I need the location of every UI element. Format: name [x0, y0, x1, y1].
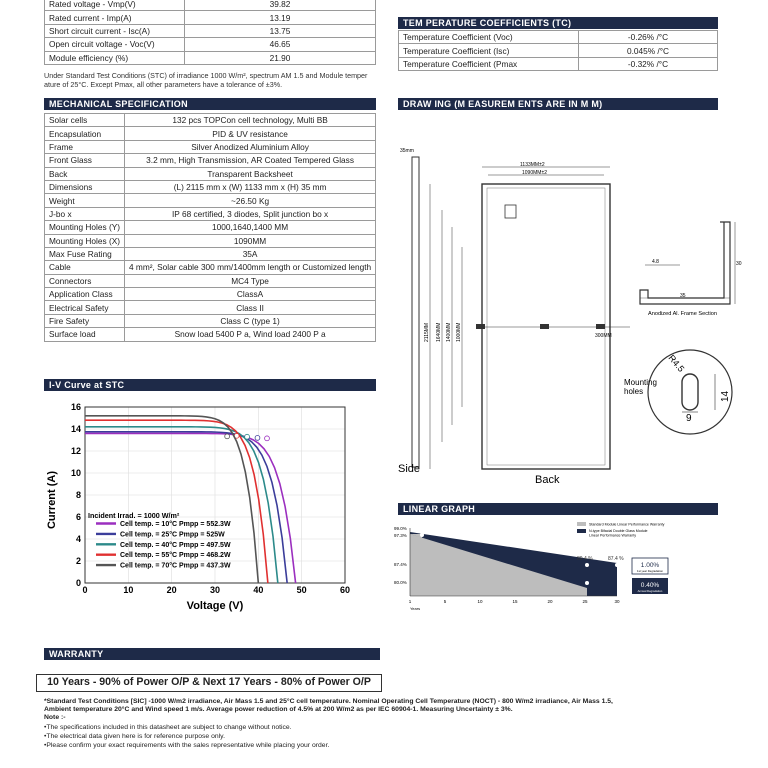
mech-value: (L) 2115 mm x (W) 1133 mm x (H) 35 mm: [125, 180, 376, 193]
lg-box-1-sub: 1st year Degradation: [637, 569, 663, 573]
mech-label: Front Glass: [45, 154, 125, 167]
mech-row: [45, 114, 376, 127]
lg-legend-1: Standard Module Linear Performance Warranty: [589, 522, 665, 527]
lg-y-990: 99.0%: [394, 526, 407, 531]
warranty-header: WARRANTY: [44, 648, 380, 660]
temp-row: [399, 44, 718, 57]
mech-label: Mounting Holes (X): [45, 234, 125, 247]
mech-row: [45, 247, 376, 260]
mech-row: [45, 140, 376, 153]
frame-48-label: 4.8: [652, 259, 659, 265]
temp-label: Temperature Coefficient (Pmax: [399, 57, 579, 70]
mech-label: Electrical Safety: [45, 301, 125, 314]
iv-y-tick: 8: [75, 490, 81, 500]
lg-x-tick: 5: [443, 599, 447, 604]
mech-row: [45, 207, 376, 220]
mech-label: Frame: [45, 140, 125, 153]
temp-row: [399, 57, 718, 70]
iv-y-tick: 0: [75, 578, 81, 588]
footer-line-4: •The specifications included in this datasheet are subject to change without notice.: [44, 724, 292, 731]
dim-1090-label: 1090MM±2: [522, 170, 547, 176]
drawing-header: DRAW ING (M EASUREM ENTS ARE IN M M): [398, 98, 718, 110]
hole-14-label: 14: [720, 390, 731, 402]
iv-legend-label: Cell temp. = 55°C Pmpp = 468.2W: [120, 552, 231, 560]
mech-row: [45, 167, 376, 180]
iv-legend-label: Cell temp. = 25°C Pmpp = 525W: [120, 531, 225, 539]
back-label: Back: [535, 474, 560, 486]
mech-value: ClassA: [125, 288, 376, 301]
footer-line-2: Ambient temperature 20°C and Wind speed 1 m/s. Average power reduction of 4.5% at 200 W/m2 as per IEC 60904-1. Measuring Uncertainty ± 3%.: [44, 706, 513, 713]
lg-x-tick: 25: [582, 599, 588, 604]
stc-note: Under Standard Test Conditions (STC) of irradiance 1000 W/m², spectrum AM 1.5 and Module temper ature of 25°C. Except Pmax, all other parameters have a tolerance of ±3%.: [44, 71, 368, 89]
mechanical-header: MECHANICAL SPECIFICATION: [44, 98, 376, 110]
dim-35-label: 35mm: [400, 148, 414, 154]
mech-value: Class C (type 1): [125, 314, 376, 327]
elec-value: 13.75: [185, 24, 376, 37]
elec-row: [45, 24, 376, 37]
mech-value: ~26.50 Kg: [125, 194, 376, 207]
iv-y-tick: 2: [75, 556, 81, 566]
linear-header: LINEAR GRAPH: [398, 503, 718, 515]
mech-label: Surface load: [45, 328, 125, 341]
mech-row: [45, 261, 376, 274]
dim-2115-label: 2115MM: [424, 322, 430, 342]
lg-x-tick: 1: [408, 599, 412, 604]
mech-label: Dimensions: [45, 180, 125, 193]
mech-value: Class II: [125, 301, 376, 314]
dim-1400-label: 1400MM: [446, 322, 452, 342]
mech-row: [45, 274, 376, 287]
iv-x-axis-label: Voltage (V): [186, 600, 244, 612]
mech-value: 1090MM: [125, 234, 376, 247]
elec-row: [45, 11, 376, 24]
mech-row: [45, 180, 376, 193]
mech-label: Connectors: [45, 274, 125, 287]
mech-value: Silver Anodized Aluminium Alloy: [125, 140, 376, 153]
mech-label: Application Class: [45, 288, 125, 301]
elec-value: 39.82: [185, 0, 376, 11]
iv-legend-label: Cell temp. = 40°C Pmpp = 497.5W: [120, 541, 231, 549]
lg-y-800: 80.0%: [394, 580, 407, 585]
mech-value: 1000,1640,1400 MM: [125, 221, 376, 234]
iv-x-tick: 0: [82, 585, 88, 595]
elec-label: Rated voltage - Vmp(V): [45, 0, 185, 11]
mech-label: Fire Safety: [45, 314, 125, 327]
mech-label: Max Fuse Rating: [45, 247, 125, 260]
lg-pt-894: 89.4 %: [577, 556, 593, 562]
iv-y-tick: 12: [70, 446, 81, 456]
mech-value: MC4 Type: [125, 274, 376, 287]
lg-y-874: 87.4%: [394, 562, 407, 567]
dim-1133-label: 1133MM±2: [520, 162, 545, 168]
temp-label: Temperature Coefficient (Isc): [399, 44, 579, 57]
frame-35-label: 35: [680, 293, 686, 299]
mech-label: Mounting Holes (Y): [45, 221, 125, 234]
iv-y-tick: 16: [70, 402, 81, 412]
iv-mpp-point: [265, 436, 270, 441]
iv-x-tick: 50: [296, 585, 307, 595]
footer-line-5: •The electrical data given here is for reference purpose only.: [44, 733, 225, 740]
iv-curve-chart: [40, 394, 380, 618]
mech-row: [45, 127, 376, 140]
elec-label: Short circuit current - Isc(A): [45, 24, 185, 37]
iv-x-tick: 10: [123, 585, 134, 595]
elec-row: [45, 51, 376, 64]
lg-x-tick: 30: [614, 599, 620, 604]
iv-mpp-point: [255, 436, 260, 441]
mech-row: [45, 221, 376, 234]
temp-row: [399, 31, 718, 44]
elec-value: 46.65: [185, 38, 376, 51]
lg-box-2: 0.40%: [640, 582, 660, 589]
dim-1000-label: 1000MM: [456, 322, 462, 342]
mech-value: Transparent Backsheet: [125, 167, 376, 180]
elec-label: Rated current - Imp(A): [45, 11, 185, 24]
lg-box-2-sub: Annual Degradation: [637, 589, 663, 593]
iv-header: I-V Curve at STC: [44, 379, 376, 391]
footer-line-6: •Please confirm your exact requirements with the sales representative while placing your order.: [44, 742, 330, 749]
mech-value: 132 pcs TOPCon cell technology, Multi BB: [125, 114, 376, 127]
frame-section-label: Anodized Al. Frame Section: [648, 311, 718, 317]
iv-annotation: Incident Irrad. = 1000 W/m²: [88, 511, 180, 520]
lg-pt-874: 87.4 %: [608, 556, 624, 562]
lg-x-tick: 15: [512, 599, 518, 604]
mech-value: 4 mm², Solar cable 300 mm/1400mm length or Customized length: [125, 261, 376, 274]
lg-x-tick: 10: [477, 599, 483, 604]
mech-value: 3.2 mm, High Transmission, AR Coated Tempered Glass: [125, 154, 376, 167]
mech-row: [45, 154, 376, 167]
module-drawing: [390, 112, 768, 492]
warranty-text: 10 Years - 90% of Power O/P & Next 17 Years - 80% of Power O/P: [36, 674, 382, 692]
mech-label: Cable: [45, 261, 125, 274]
iv-x-tick: 40: [253, 585, 264, 595]
temp-value: -0.32% /°C: [579, 57, 718, 70]
mech-value: Snow load 5400 P a, Wind load 2400 P a: [125, 328, 376, 341]
side-label: Side: [398, 463, 421, 475]
dim-1640-label: 1640MM: [436, 322, 442, 342]
iv-x-tick: 60: [339, 585, 351, 595]
lg-box-1: 1.00%: [640, 562, 660, 569]
iv-legend-label: Cell temp. = 70°C Pmpp = 437.3W: [120, 562, 231, 570]
footer-line-1: *Standard Test Conditions [SIC] -1000 W/m2 irradiance, Air Mass 1.5 and 25°C cell temperature. Nominal Operating Cell Temperature (NOCT) - 800 W/m2 irradiance, Air Mass 1.5,: [44, 698, 613, 705]
temperature-table: [398, 30, 718, 71]
footer-note: Note :-: [44, 714, 66, 721]
elec-row: [45, 38, 376, 51]
linear-graph: [392, 518, 722, 618]
lg-y-973: 97.3%: [394, 533, 407, 538]
lg-legend-3: Linear Performance Warranty: [589, 533, 637, 538]
iv-y-tick: 14: [70, 424, 81, 434]
mech-label: Encapsulation: [45, 127, 125, 140]
iv-mpp-point: [225, 434, 230, 439]
lg-x-tick: 20: [547, 599, 553, 604]
hole-9-label: 9: [686, 413, 692, 424]
temp-label: Temperature Coefficient (Voc): [399, 31, 579, 44]
hole-label-1: Mounting: [624, 378, 657, 387]
iv-series-line: [85, 433, 296, 583]
hole-label-2: holes: [624, 387, 644, 396]
mech-row: [45, 314, 376, 327]
elec-label: Module efficiency (%): [45, 51, 185, 64]
temp-value: 0.045% /°C: [579, 44, 718, 57]
iv-mpp-point: [245, 434, 250, 439]
elec-value: 13.19: [185, 11, 376, 24]
dim-300-label: 300MM: [595, 333, 612, 339]
lg-years: Years: [410, 606, 421, 611]
iv-x-tick: 30: [209, 585, 221, 595]
temp-value: -0.26% /°C: [579, 31, 718, 44]
mech-label: Solar cells: [45, 114, 125, 127]
temperature-header: TEM PERATURE COEFFICIENTS (TC): [398, 17, 718, 29]
iv-y-tick: 6: [75, 512, 81, 522]
elec-value: 21.90: [185, 51, 376, 64]
frame-30-label: 30: [736, 261, 742, 267]
mech-value: PID & UV resistance: [125, 127, 376, 140]
iv-y-tick: 4: [75, 534, 81, 544]
electrical-table: [44, 0, 376, 65]
mech-value: 35A: [125, 247, 376, 260]
elec-label: Open circuit voltage - Voc(V): [45, 38, 185, 51]
iv-x-tick: 20: [166, 585, 177, 595]
iv-y-tick: 10: [70, 468, 81, 478]
iv-legend-label: Cell temp. = 10°C Pmpp = 552.3W: [120, 521, 231, 528]
mech-row: [45, 288, 376, 301]
mech-row: [45, 301, 376, 314]
iv-series-line: [85, 427, 278, 583]
mech-row: [45, 328, 376, 341]
iv-y-axis-label: Current (A): [46, 470, 58, 530]
mech-row: [45, 234, 376, 247]
lg-legend-2: N-type Bifacial Double Glass Module: [589, 529, 648, 533]
mechanical-table: [44, 113, 376, 342]
mech-row: [45, 194, 376, 207]
mech-label: Weight: [45, 194, 125, 207]
elec-row: [45, 0, 376, 11]
mech-label: J-bo x: [45, 207, 125, 220]
hole-r-label: R4.5: [666, 352, 687, 374]
mech-value: IP 68 certified, 3 diodes, Split junction bo x: [125, 207, 376, 220]
mech-label: Back: [45, 167, 125, 180]
